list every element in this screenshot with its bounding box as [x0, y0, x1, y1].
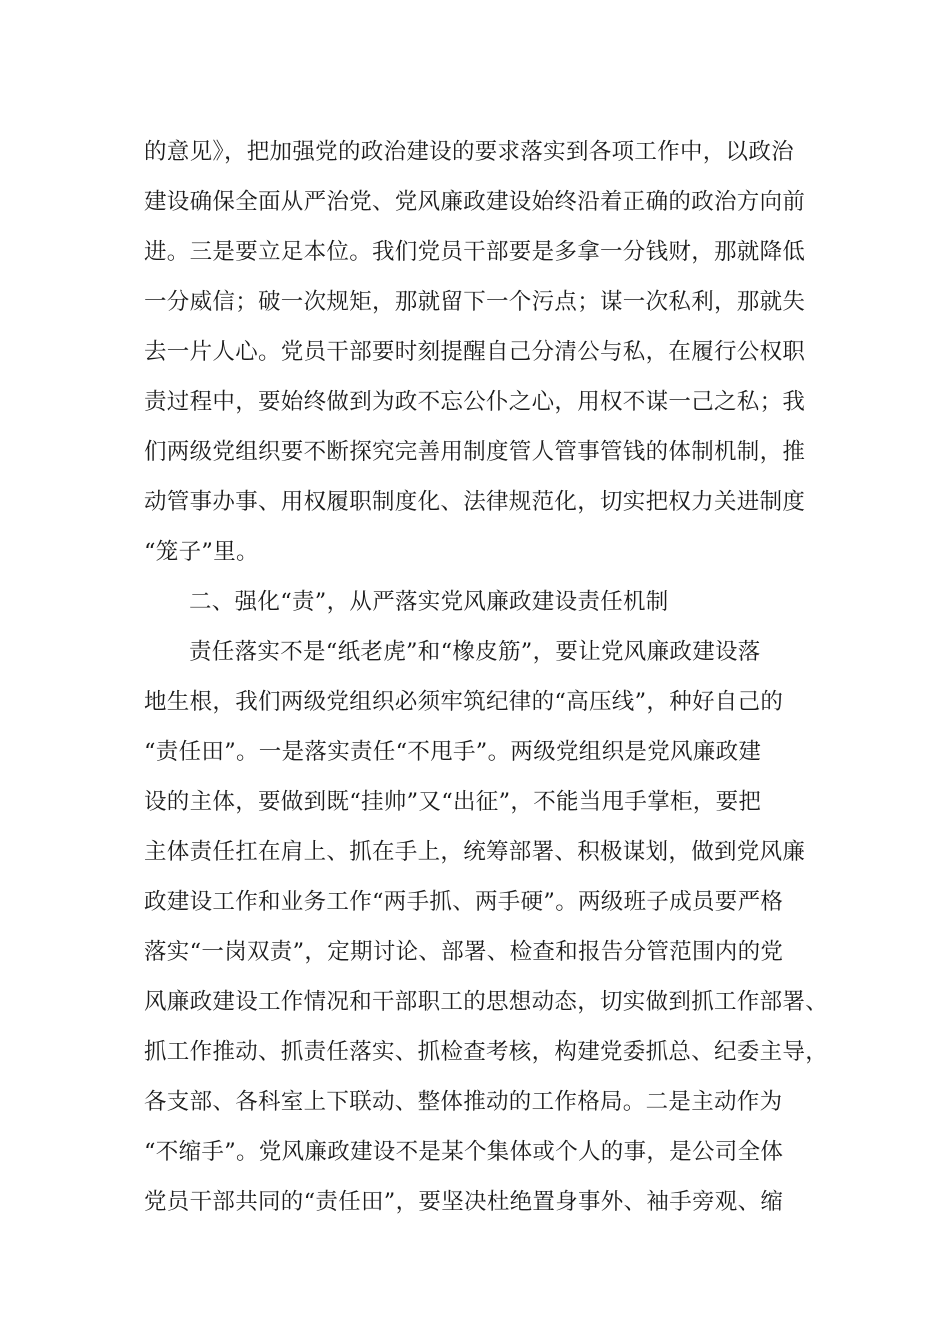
paragraph-first-line: 二、强化“责”，从严落实党风廉政建设责任机制 — [189, 589, 669, 615]
text-line: 进。三是要立足本位。我们党员干部要是多拿一分钱财，那就降低 — [144, 239, 806, 265]
text-line: 责过程中，要始终做到为政不忘公仆之心，用权不谋一己之私；我 — [144, 389, 806, 415]
text-line: 风廉政建设工作情况和干部职工的思想动态，切实做到抓工作部署、 — [144, 989, 829, 1015]
text-line: 地生根，我们两级党组织必须牢筑纪律的“高压线”，种好自己的 — [144, 689, 784, 715]
text-line: 的意见》，把加强党的政治建设的要求落实到各项工作中，以政治 — [144, 139, 794, 165]
text-line: 主体责任扛在肩上、抓在手上，统筹部署、积极谋划，做到党风廉 — [144, 839, 806, 865]
document-body — [144, 127, 829, 1227]
text-line: 设的主体，要做到既“挂帅”又“出征”，不能当甩手掌柜，要把 — [144, 789, 762, 815]
text-line: “责任田”。一是落实责任“不甩手”。两级党组织是党风廉政建 — [144, 739, 762, 765]
text-line: 们两级党组织要不断探究完善用制度管人管事管钱的体制机制，推 — [144, 439, 806, 465]
text-line: 抓工作推动、抓责任落实、抓检查考核，构建党委抓总、纪委主导， — [144, 1039, 829, 1065]
text-line: 各支部、各科室上下联动、整体推动的工作格局。二是主动作为 — [144, 1089, 783, 1115]
text-line: “笼子”里。 — [144, 539, 259, 565]
text-line: 一分威信；破一次规矩，那就留下一个污点；谋一次私利，那就失 — [144, 289, 806, 315]
text-line: “不缩手”。党风廉政建设不是某个集体或个人的事，是公司全体 — [144, 1139, 784, 1165]
text-line: 去一片人心。党员干部要时刻提醒自己分清公与私，在履行公权职 — [144, 339, 806, 365]
paragraph-first-line: 责任落实不是“纸老虎”和“橡皮筋”，要让党风廉政建设落 — [189, 639, 761, 665]
text-line: 落实“一岗双责”，定期讨论、部署、检查和报告分管范围内的党 — [144, 939, 784, 965]
text-line: 政建设工作和业务工作“两手抓、两手硬”。两级班子成员要严格 — [144, 889, 784, 915]
text-line: 动管事办事、用权履职制度化、法律规范化，切实把权力关进制度 — [144, 489, 806, 515]
text-line: 党员干部共同的“责任田”，要坚决杜绝置身事外、袖手旁观、缩 — [144, 1189, 784, 1215]
text-line: 建设确保全面从严治党、党风廉政建设始终沿着正确的政治方向前 — [144, 189, 806, 215]
